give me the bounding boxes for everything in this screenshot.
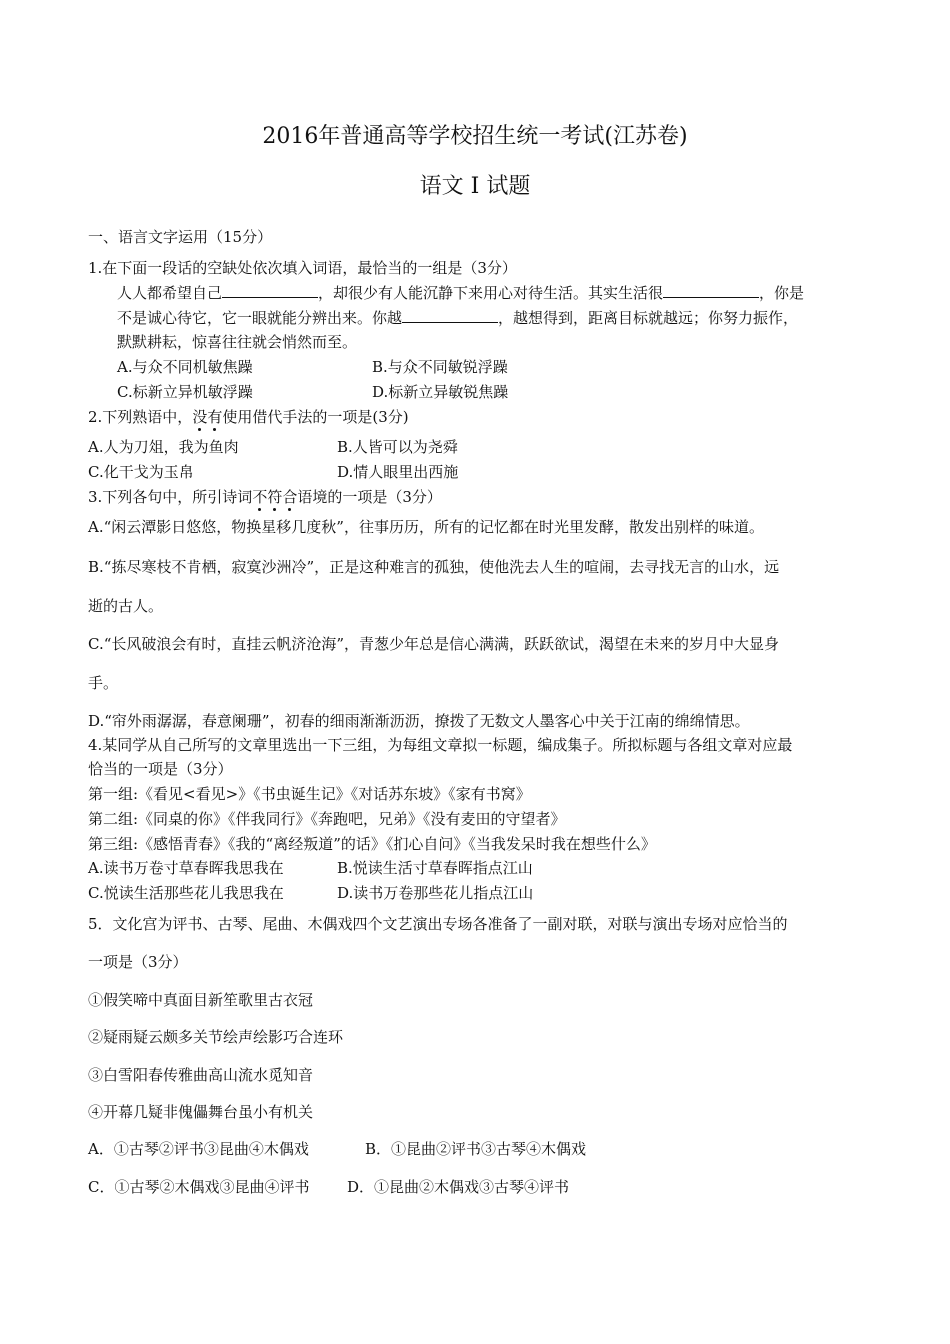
q1-text: ，你是 <box>759 284 805 302</box>
emphasis-char: 有 <box>207 408 223 426</box>
q3-stem <box>88 487 442 507</box>
q3-option-c-line1: C.“长风破浪会有时，直挂云帆济沧海”，青葱少年总是信心满满，跃跃欲试，渴望在未来的岁月中大显身 <box>88 635 780 653</box>
q3-option-a: A.“闲云潭影日悠悠，物换星移几度秋”，往事历历，所有的记忆都在时光里发酵，散发出别样的味道。 <box>88 518 764 536</box>
q1-blank-3 <box>402 308 498 323</box>
q2-option-a: A.人为刀俎，我为鱼肉 <box>88 438 239 456</box>
q1-blank-2 <box>663 283 759 298</box>
q4-option-b: B.悦读生活寸草春晖指点江山 <box>337 859 533 877</box>
q1-option-c: C.标新立异机敏浮躁 <box>117 383 253 401</box>
q4-group-3: 第三组:《感悟青春》《我的“离经叛道”的话》《扪心自问》《当我发呆时我在想些什么》 <box>88 835 656 853</box>
q4-group-1: 第一组:《看见<看见>》《书虫诞生记》《对话苏东坡》《家有书窝》 <box>88 785 531 803</box>
q2-option-d: D.情人眼里出西施 <box>337 463 459 481</box>
q3-option-b-line1: B.“拣尽寒枝不肯栖，寂寞沙洲冷”，正是这种难言的孤独，使他洗去人生的喧闹，去寻找无言的山水，远 <box>88 558 780 576</box>
q5-option-b: B．①昆曲②评书③古琴④木偶戏 <box>365 1140 587 1158</box>
q1-passage-line2 <box>117 308 798 328</box>
q5-stem-line1: 5．文化宫为评书、古琴、尾曲、木偶戏四个文艺演出专场各准备了一副对联，对联与演出专场对应恰当的 <box>88 915 788 933</box>
q5-option-a: A．①古琴②评书③昆曲④木偶戏 <box>88 1140 309 1158</box>
q4-option-d: D.读书万卷那些花儿指点江山 <box>337 884 534 902</box>
q4-option-c: C.悦读生活那些花儿我思我在 <box>88 884 284 902</box>
q2-text: 2.下列熟语中， <box>88 408 193 426</box>
q4-stem-line1: 4.某同学从自己所写的文章里选出一下三组，为每组文章拟一标题，编成集子。所拟标题与各组文章对应最 <box>88 736 793 754</box>
q5-option-c: C．①古琴②木偶戏③昆曲④评书 <box>88 1178 310 1196</box>
q1-option-d: D.标新立异敏锐焦躁 <box>372 383 509 401</box>
q3-text: 3.下列各句中，所引诗词 <box>88 488 253 506</box>
q5-couplet-4: ④开幕几疑非傀儡舞台虽小有机关 <box>88 1103 314 1121</box>
q1-blank-1 <box>222 283 318 298</box>
emphasis-char: 没 <box>192 408 208 426</box>
q5-stem-line2: 一项是（3分） <box>88 953 188 971</box>
q4-stem-line2: 恰当的一项是（3分） <box>88 760 233 778</box>
q1-passage-line3: 默默耕耘，惊喜往往就会悄然而至。 <box>117 333 358 351</box>
q3-option-d: D.“帘外雨潺潺，春意阑珊”，初春的细雨渐渐沥沥，撩拨了无数文人墨客心中关于江南的绵绵情思。 <box>88 712 750 730</box>
q2-option-c: C.化干戈为玉帛 <box>88 463 194 481</box>
q4-option-a: A.读书万卷寸草春晖我思我在 <box>88 859 284 877</box>
q1-option-a: A.与众不同机敏焦躁 <box>117 358 253 376</box>
q1-text: ，越想得到，距离目标就越远；你努力振作， <box>498 309 799 327</box>
q1-text: ，却很少有人能沉静下来用心对待生活。其实生活很 <box>318 284 664 302</box>
emphasis-char: 合 <box>282 488 298 506</box>
q1-text: 不是诚心待它，它一眼就能分辨出来。你越 <box>117 309 403 327</box>
q1-option-b: B.与众不同敏锐浮躁 <box>372 358 508 376</box>
section-heading: 一、语言文字运用（15分） <box>88 228 273 246</box>
q5-couplet-1: ①假笑啼中真面目新笙歌里古衣冠 <box>88 991 314 1009</box>
q3-text: 语境的一项是（3分） <box>297 488 442 506</box>
q5-couplet-2: ②疑雨疑云颇多关节绘声绘影巧合连环 <box>88 1028 344 1046</box>
page-subtitle: 语文 I 试题 <box>419 174 531 199</box>
q1-stem: 1.在下面一段话的空缺处依次填入词语，最恰当的一组是（3分） <box>88 259 517 277</box>
page-title: 2016年普通高等学校招生统一考试(江苏卷) <box>262 124 688 149</box>
q1-passage-line1 <box>117 283 804 303</box>
q2-option-b: B.人皆可以为尧舜 <box>337 438 458 456</box>
emphasis-char: 符 <box>267 488 283 506</box>
q2-stem <box>88 407 409 427</box>
emphasis-char: 不 <box>252 488 268 506</box>
q3-option-c-line2: 手。 <box>88 674 119 692</box>
q3-option-b-line2: 逝的古人。 <box>88 597 164 615</box>
q4-group-2: 第二组:《同桌的你》《伴我同行》《奔跑吧，兄弟》《没有麦田的守望者》 <box>88 810 566 828</box>
q5-option-d: D．①昆曲②木偶戏③古琴④评书 <box>347 1178 570 1196</box>
q1-text: 人人都希望自己 <box>117 284 223 302</box>
q5-couplet-3: ③白雪阳春传雅曲高山流水觅知音 <box>88 1066 314 1084</box>
q2-text: 使用借代手法的一项是(3分) <box>222 408 409 426</box>
